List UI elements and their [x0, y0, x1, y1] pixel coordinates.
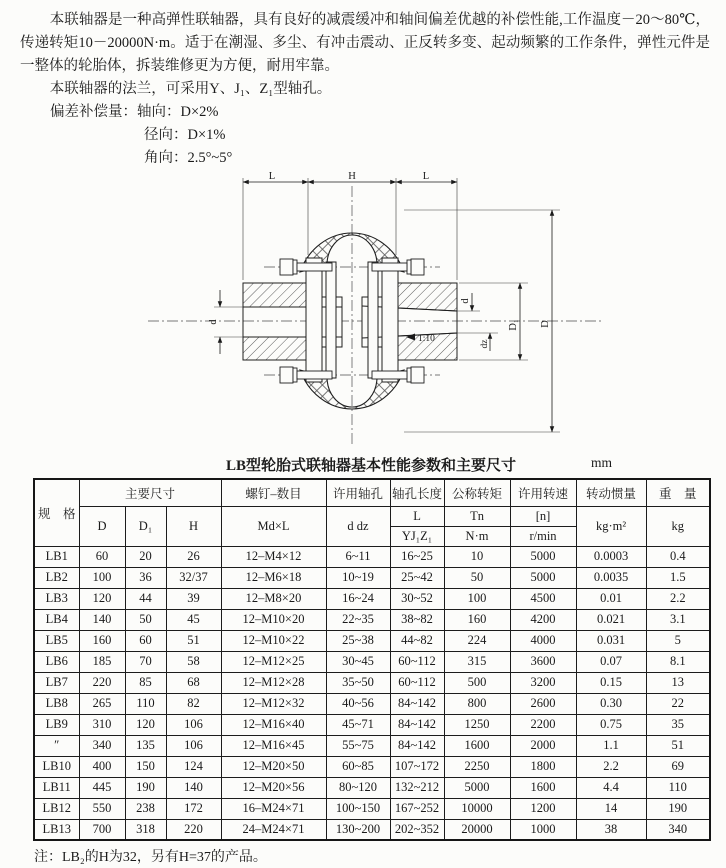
cell-bore: 80~120	[326, 777, 390, 798]
dim-label-L-left: L	[268, 171, 276, 182]
cell-D1: 135	[125, 735, 166, 756]
cell-inertia: 0.75	[576, 714, 646, 735]
table-header	[34, 479, 710, 546]
cell-D: 310	[79, 714, 125, 735]
cell-H: 26	[166, 546, 221, 567]
cell-weight: 2.2	[646, 588, 710, 609]
header-bore-length: 轴孔长度	[390, 479, 444, 506]
cell-bore-length: 44~82	[390, 630, 444, 651]
cell-speed: 1200	[510, 798, 576, 819]
cell-H: 140	[166, 777, 221, 798]
cell-bore-length: 84~142	[390, 693, 444, 714]
cell-weight: 5	[646, 630, 710, 651]
table-row	[34, 567, 710, 588]
cell-H: 32/37	[166, 567, 221, 588]
cell-D: 100	[79, 567, 125, 588]
cell-bore-length: 38~82	[390, 609, 444, 630]
cell-inertia: 0.01	[576, 588, 646, 609]
dim-label-L-right: L	[422, 171, 430, 182]
cell-H: 124	[166, 756, 221, 777]
cell-inertia: 2.2	[576, 756, 646, 777]
cell-weight: 3.1	[646, 609, 710, 630]
cell-weight: 340	[646, 819, 710, 840]
cell-D: 220	[79, 672, 125, 693]
table-unit-label: mm	[591, 455, 613, 470]
cell-spec: LB2	[34, 567, 79, 588]
cell-H: 172	[166, 798, 221, 819]
cell-H: 68	[166, 672, 221, 693]
cell-weight: 13	[646, 672, 710, 693]
cell-D1: 85	[125, 672, 166, 693]
header-bore-sub: d dz	[326, 506, 390, 546]
cell-H: 82	[166, 693, 221, 714]
cell-D1: 36	[125, 567, 166, 588]
header-spec: 规 格	[34, 479, 79, 546]
cell-speed: 4200	[510, 609, 576, 630]
cell-bore-length: 167~252	[390, 798, 444, 819]
table-row	[34, 693, 710, 714]
cell-bore: 45~71	[326, 714, 390, 735]
table-row	[34, 735, 710, 756]
cell-D1: 60	[125, 630, 166, 651]
cell-inertia: 0.0035	[576, 567, 646, 588]
header-bore-len-L: L	[390, 506, 444, 526]
cell-speed: 3600	[510, 651, 576, 672]
cell-D1: 120	[125, 714, 166, 735]
header-bore: 许用轴孔	[326, 479, 390, 506]
header-bore-len-Y: YJ₁Z₁	[390, 526, 444, 546]
cell-weight: 69	[646, 756, 710, 777]
cell-inertia: 38	[576, 819, 646, 840]
spec-line-radial: 径向：D×1%	[144, 127, 226, 143]
cell-D: 445	[79, 777, 125, 798]
cell-speed: 2000	[510, 735, 576, 756]
cell-bore: 130~200	[326, 819, 390, 840]
dim-label-D1: D₁	[508, 319, 519, 331]
cell-bore-length: 84~142	[390, 714, 444, 735]
table-row	[34, 777, 710, 798]
cell-bore-length: 60~112	[390, 672, 444, 693]
cell-speed: 5000	[510, 567, 576, 588]
cell-speed: 1600	[510, 777, 576, 798]
table-row	[34, 672, 710, 693]
cell-speed: 4000	[510, 630, 576, 651]
cell-D1: 190	[125, 777, 166, 798]
cell-screws: 12–M10×22	[221, 630, 326, 651]
cell-screws: 12–M20×50	[221, 756, 326, 777]
cell-bore: 100~150	[326, 798, 390, 819]
cell-weight: 8.1	[646, 651, 710, 672]
cell-bore: 60~85	[326, 756, 390, 777]
cell-D: 60	[79, 546, 125, 567]
cell-spec: LB11	[34, 777, 79, 798]
cell-torque: 50	[444, 567, 510, 588]
cell-inertia: 0.0003	[576, 546, 646, 567]
table-body	[34, 546, 710, 840]
cell-D: 185	[79, 651, 125, 672]
cell-speed: 1800	[510, 756, 576, 777]
table-title-row	[33, 454, 709, 475]
cell-D1: 44	[125, 588, 166, 609]
cell-spec: LB5	[34, 630, 79, 651]
table-row	[34, 756, 710, 777]
cell-weight: 35	[646, 714, 710, 735]
cell-screws: 12–M12×32	[221, 693, 326, 714]
cell-bore-length: 25~42	[390, 567, 444, 588]
cell-torque: 315	[444, 651, 510, 672]
cell-screws: 12–M12×28	[221, 672, 326, 693]
cell-inertia: 0.07	[576, 651, 646, 672]
spec-line-axial	[20, 101, 710, 124]
cell-spec: LB13	[34, 819, 79, 840]
header-screws: 螺钉–数目	[221, 479, 326, 506]
cell-torque: 1250	[444, 714, 510, 735]
table-row	[34, 588, 710, 609]
coupling-cross-section-diagram	[0, 170, 726, 452]
cell-bore: 40~56	[326, 693, 390, 714]
cell-H: 39	[166, 588, 221, 609]
table-row	[34, 630, 710, 651]
cell-spec: LB7	[34, 672, 79, 693]
cell-D: 700	[79, 819, 125, 840]
table-row	[34, 819, 710, 840]
cell-D1: 150	[125, 756, 166, 777]
cell-screws: 12–M10×20	[221, 609, 326, 630]
cell-screws: 12–M16×45	[221, 735, 326, 756]
cell-speed: 2200	[510, 714, 576, 735]
cell-weight: 22	[646, 693, 710, 714]
cell-bore-length: 202~352	[390, 819, 444, 840]
cell-torque: 10000	[444, 798, 510, 819]
cell-weight: 110	[646, 777, 710, 798]
cell-spec: LB1	[34, 546, 79, 567]
header-main-dims: 主要尺寸	[79, 479, 221, 506]
cell-bore-length: 107~172	[390, 756, 444, 777]
cell-screws: 16–M24×71	[221, 798, 326, 819]
cell-torque: 5000	[444, 777, 510, 798]
cell-bore: 6~11	[326, 546, 390, 567]
cell-H: 106	[166, 714, 221, 735]
cell-weight: 51	[646, 735, 710, 756]
dim-label-D: D	[540, 320, 551, 328]
table-row	[34, 651, 710, 672]
cell-bore: 10~19	[326, 567, 390, 588]
cell-screws: 12–M6×18	[221, 567, 326, 588]
cell-speed: 5000	[510, 546, 576, 567]
cell-weight: 190	[646, 798, 710, 819]
cell-bore-length: 30~52	[390, 588, 444, 609]
intro-paragraph: 本联轴器是一种高弹性联轴器，具有良好的减震缓冲和轴间偏差优越的补偿性能,工作温度－20～80℃，传递转矩10－20000N·m。适于在潮湿、多尘、有冲击震动、正反转多变、起动频繁的工作条件，弹性元件是一整体的轮胎体，拆装维修更为方便，耐用牢靠。	[20, 12, 710, 74]
intro-text-block	[0, 0, 726, 170]
cell-torque: 20000	[444, 819, 510, 840]
spec-line-angular: 角向：2.5°~5°	[144, 150, 233, 166]
footnote: 注：LB₂的H为32，另有H=37的产品。	[34, 850, 267, 865]
cell-torque: 100	[444, 588, 510, 609]
cell-weight: 0.4	[646, 546, 710, 567]
cell-bore: 22~35	[326, 609, 390, 630]
cell-D1: 238	[125, 798, 166, 819]
cell-D: 340	[79, 735, 125, 756]
cell-inertia: 0.021	[576, 609, 646, 630]
cell-bore: 35~50	[326, 672, 390, 693]
cell-weight: 1.5	[646, 567, 710, 588]
cell-speed: 1000	[510, 819, 576, 840]
cell-D: 400	[79, 756, 125, 777]
cell-spec: LB8	[34, 693, 79, 714]
cell-bore-length: 60~112	[390, 651, 444, 672]
cell-D1: 50	[125, 609, 166, 630]
spec-axial-value: 轴向：D×2%	[137, 104, 219, 120]
dim-label-H: H	[348, 171, 356, 182]
dim-label-dz: dz	[480, 339, 490, 349]
taper-label: 1:10	[418, 334, 435, 344]
cell-screws: 12–M20×56	[221, 777, 326, 798]
cell-screws: 24–M24×71	[221, 819, 326, 840]
header-inertia-unit: kg·m²	[576, 506, 646, 546]
coupling-diagram-area	[0, 170, 726, 452]
cell-H: 45	[166, 609, 221, 630]
cell-inertia: 0.30	[576, 693, 646, 714]
cell-D1: 318	[125, 819, 166, 840]
header-torque: 公称转矩	[444, 479, 510, 506]
header-H: H	[166, 506, 221, 546]
table-row	[34, 714, 710, 735]
header-inertia: 转动惯量	[576, 479, 646, 506]
cell-H: 106	[166, 735, 221, 756]
cell-screws: 12–M12×25	[221, 651, 326, 672]
cell-spec: LB3	[34, 588, 79, 609]
cell-spec: LB4	[34, 609, 79, 630]
cell-D1: 70	[125, 651, 166, 672]
header-torque-sym: Tn	[444, 506, 510, 526]
header-torque-unit: N·m	[444, 526, 510, 546]
dim-label-d-right: d	[460, 298, 471, 304]
cell-torque: 224	[444, 630, 510, 651]
table-row	[34, 609, 710, 630]
cell-bore: 55~75	[326, 735, 390, 756]
cell-screws: 12–M8×20	[221, 588, 326, 609]
cell-D1: 20	[125, 546, 166, 567]
table-row	[34, 546, 710, 567]
cell-D: 120	[79, 588, 125, 609]
header-D: D	[79, 506, 125, 546]
cell-spec: LB10	[34, 756, 79, 777]
cell-inertia: 0.15	[576, 672, 646, 693]
cell-bore: 25~38	[326, 630, 390, 651]
cell-bore-length: 132~212	[390, 777, 444, 798]
cell-D: 160	[79, 630, 125, 651]
cell-spec: LB12	[34, 798, 79, 819]
cell-spec: LB9	[34, 714, 79, 735]
header-speed-unit: r/min	[510, 526, 576, 546]
header-D1: D₁	[125, 506, 166, 546]
cell-torque: 1600	[444, 735, 510, 756]
cell-torque: 500	[444, 672, 510, 693]
spec-label: 偏差补偿量：	[50, 104, 137, 120]
cell-spec: ″	[34, 735, 79, 756]
cell-torque: 10	[444, 546, 510, 567]
cell-torque: 160	[444, 609, 510, 630]
cell-bore: 30~45	[326, 651, 390, 672]
cell-H: 51	[166, 630, 221, 651]
cell-speed: 2600	[510, 693, 576, 714]
dim-label-d-left: d	[208, 319, 219, 325]
cell-screws: 12–M16×40	[221, 714, 326, 735]
header-weight: 重 量	[646, 479, 710, 506]
flange-paragraph: 本联轴器的法兰，可采用Y、J₁、Z₁型轴孔。	[49, 81, 332, 97]
cell-inertia: 1.1	[576, 735, 646, 756]
coupling-parameters-table	[33, 478, 711, 841]
cell-spec: LB6	[34, 651, 79, 672]
cell-D: 265	[79, 693, 125, 714]
cell-H: 220	[166, 819, 221, 840]
header-speed: 许用转速	[510, 479, 576, 506]
cell-D: 140	[79, 609, 125, 630]
cell-inertia: 0.031	[576, 630, 646, 651]
cell-inertia: 4.4	[576, 777, 646, 798]
cell-H: 58	[166, 651, 221, 672]
table-row	[34, 798, 710, 819]
cell-screws: 12–M4×12	[221, 546, 326, 567]
cell-torque: 800	[444, 693, 510, 714]
cell-bore: 16~24	[326, 588, 390, 609]
header-speed-sym: [n]	[510, 506, 576, 526]
cell-bore-length: 84~142	[390, 735, 444, 756]
cell-speed: 3200	[510, 672, 576, 693]
table-title: LB型轮胎式联轴器基本性能参数和主要尺寸	[225, 458, 516, 474]
cell-speed: 4500	[510, 588, 576, 609]
cell-D: 550	[79, 798, 125, 819]
header-weight-unit: kg	[646, 506, 710, 546]
cell-D1: 110	[125, 693, 166, 714]
header-screws-sub: Md×L	[221, 506, 326, 546]
cell-bore-length: 16~25	[390, 546, 444, 567]
cell-torque: 2250	[444, 756, 510, 777]
cell-inertia: 14	[576, 798, 646, 819]
